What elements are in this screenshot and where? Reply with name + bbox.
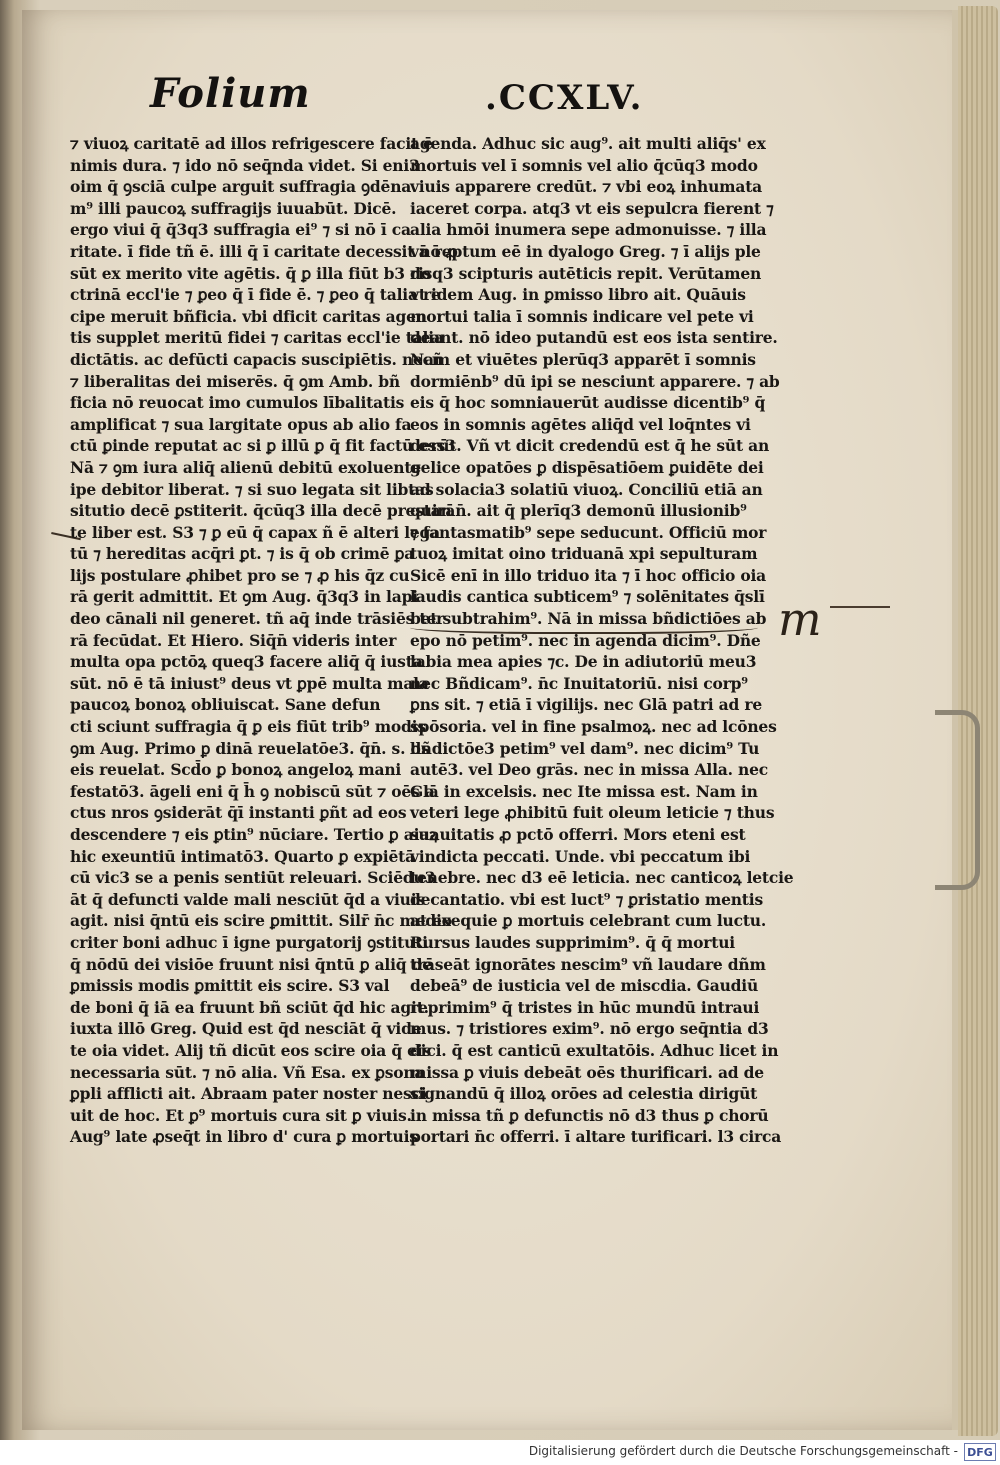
text-line: mortuis vel ī somnis vel alio q̄cūq3 modo [410, 155, 758, 175]
running-head [0, 70, 1000, 130]
text-line: ctū ꝑinde reputat ac si ꝑ illū ꝑ q̄ fit factū ess3 [70, 436, 456, 456]
text-line: gelice opatōes ꝑ dispēsatiōem ꝑuidēte dei [410, 457, 764, 477]
text-line: necessaria sūt. ⁊ nō alia. Vñ Esa. ex ꝑsona [70, 1062, 425, 1082]
text-line: labia mea apies ⁊c. De in adiutoriū meu3 [410, 652, 757, 672]
text-line: Nā ⁊ ꝯm iura aliq̄ alienū debitū exoluente [70, 457, 421, 477]
text-line: amplificat ⁊ sua largitate opus ab alio fa [70, 414, 412, 434]
text-line: ꝯm Aug. Primo ꝑ dinā reuelatōe3. q̄n̄. s. ds [70, 738, 430, 758]
text-line: oim q̄ ꝯsciā culpe arguit suffragia ꝯdēna [70, 177, 412, 197]
text-line: dormiēnb⁹ dū ipi se nesciunt apparere. ⁊ ab [410, 371, 780, 391]
text-line: festatō3. āgeli eni q̄ h̄ ꝯ nobiscū sūt ⁊ oēs a [70, 781, 435, 801]
text-line: tis supplet meritū fidei ⁊ caritas eccl'ie talia [70, 328, 444, 348]
right-text-column [410, 133, 794, 1148]
text-line: laudis cantica subticem⁹ ⁊ solēnitates q̄slī [410, 587, 765, 607]
text-line: rā fecūdat. Et Hiero. Siq̄n̄ videris inter [70, 630, 397, 650]
text-line: missa ꝑ viuis debeāt oēs thurificari. ad de [410, 1062, 764, 1082]
text-line: ficia nō reuocat imo cumulos lībalitatis [70, 393, 405, 413]
text-line: epo nō petim⁹. nec in agenda dicim⁹. Dñe [410, 630, 761, 650]
text-line: eis q̄ hoc somniauerūt audisse dicentib⁹ q̄ [410, 393, 766, 413]
text-line: decantatio. vbi est luct⁹ ⁊ ꝑristatio mentis [410, 889, 763, 909]
text-line: vt idem Aug. in ꝑmisso libro ait. Quāuis [410, 285, 746, 305]
text-line: ad solacia3 solatiū viuoꝝ. Conciliū etiā an [410, 479, 763, 499]
text-line: ⁊ liberalitas dei miserēs. q̄ ꝯm Amb. bñ [70, 371, 400, 391]
text-line: signandū q̄ illoꝝ orōes ad celestia dirigūt [410, 1084, 758, 1104]
text-line: agenda. Adhuc sic aug⁹. ait multi aliq̄s' ex [410, 134, 766, 153]
text-line: viuis apparere credūt. ⁊ vbi eoꝝ inhumata [410, 177, 763, 197]
marginal-annotation: m [778, 592, 822, 646]
text-line: dictātis. ac defūcti capacis suscipiētis. necñ [70, 349, 443, 369]
text-line: risq3 scipturis autēticis repit. Verūtamen [410, 263, 762, 283]
text-line: veteri lege ꝓhibitū fuit oleum leticie ⁊ thus [410, 803, 775, 823]
text-line: mus. ⁊ tristiores exim⁹. nō ergo seq̄ntia d3 [410, 1019, 769, 1039]
text-line: āt q̄ defuncti valde mali nesciūt q̄d a viuis [70, 889, 425, 909]
text-line: ⁊ viuoꝝ caritatē ad illos refrigescere facit ē [70, 134, 433, 153]
text-line: lijs postulare ꝓhibet pro se ⁊ ꝓ his q̄z cu [70, 565, 410, 585]
text-line: ꝑmissis modis ꝑmittit eis scire. S3 val [70, 976, 390, 996]
text-line: situtio decē ꝑstiterit. q̄cūq3 illa decē prestan [70, 501, 452, 521]
text-line: criter boni adhuc ī igne purgatorij ꝯstituti [70, 932, 428, 952]
text-line: rā gerit admittit. Et ꝯm Aug. q̄3q3 in lapi [70, 587, 418, 607]
text-line: tuoꝝ imitat oino triduanā xpi sepulturam [410, 544, 758, 564]
text-line: nec Bñdicam⁹. n̄c Inuitatoriū. nisi corp⁹ [410, 673, 748, 693]
text-line: nimis dura. ⁊ ido nō seq̄nda videt. Si eni3 [70, 155, 420, 175]
handwritten-underline [410, 618, 758, 634]
text-line: uit de hoc. Et ꝑ⁹ mortuis cura sit ꝑ viuis. [70, 1105, 412, 1125]
text-line: trāseāt ignorātes nescim⁹ vñ laudare dñm [410, 954, 766, 974]
text-line: autē3. vel Deo grās. nec in missa Alla. nec [410, 760, 768, 780]
text-line: derūt. Vñ vt dicit credendū est q̄ he sūt an [410, 436, 770, 456]
text-line: agit. nisi q̄ntū eis scire ꝑmittit. Silr̄ n̄c medio [70, 911, 452, 931]
text-line: spōsoria. vel in fine psalmoꝝ. nec ad lcōnes [410, 717, 777, 737]
text-line: mortui talia ī somnis indicare vel pete vi [410, 306, 754, 326]
text-line: iuxta illō Greg. Quid est q̄d nesciāt q̄ vide [70, 1019, 422, 1039]
text-line: deo cānali nil generet. tñ aq̄ inde trāsiēs ter [70, 609, 444, 629]
text-line: m⁹ illi paucoꝝ suffragijs iuuabūt. Dicē. [70, 198, 397, 218]
text-line: sūt. nō ē tā iniust⁹ deus vt ꝑpē multa mala [70, 673, 429, 693]
text-line: hic exeuntiū intimatō3. Quarto ꝑ expiētā [70, 846, 415, 866]
dfg-logo: DFG [964, 1443, 996, 1461]
text-line: vindicta peccati. Unde. vbi peccatum ibi [410, 846, 751, 866]
text-line: te oia videt. Alij tñ dicūt eos scire oia q̄ eis [70, 1040, 432, 1060]
text-line: cū vic3 se a penis sentiūt releuari. Sciēdu3 [70, 868, 436, 888]
text-line: portari n̄c offerri. ī altare turificari. l3 circa [410, 1127, 782, 1147]
text-line: ritate. ī fide tñ ē. illi q̄ ī caritate decessit nō ꝓ [70, 241, 458, 261]
footer-bar [0, 1440, 1000, 1465]
text-line: debeā⁹ de iusticia vel de miscdia. Gaudiū [410, 976, 759, 996]
text-line: sūt ex merito vite agētis. q̄ ꝑ illa fiūt b3 do [70, 263, 431, 283]
text-line: ⁊ fantasmatib⁹ sepe seducunt. Officiū mor [410, 522, 767, 542]
text-line: tenebre. nec d3 eē leticia. nec canticoꝝ letcie [410, 868, 794, 888]
text-line: ctus nros ꝯsiderāt q̄ī instanti ꝑñt ad eos [70, 803, 407, 823]
folio-number: .CCXLV. [485, 78, 644, 118]
text-line: dici. q̄ est canticū exultatōis. Adhuc licet in [410, 1040, 779, 1060]
text-line: reprimim⁹ q̄ tristes in hūc mundū intraui [410, 997, 760, 1017]
text-line: Sicē enī in illo triduo ita ⁊ ī hoc officio oia [410, 565, 767, 585]
text-line: eis reuelat. Scd̄o ꝑ bonoꝝ angeloꝝ mani [70, 760, 402, 780]
text-line: in missa tñ ꝑ defunctis nō d3 thus ꝑ chorū [410, 1105, 769, 1125]
text-line: Glā in excelsis. nec Ite missa est. Nam in [410, 781, 758, 801]
text-line: cti sciunt suffragia q̄ ꝑ eis fiūt trib⁹ modis [70, 717, 426, 737]
text-line: q̄ nōdū dei visiōe fruunt nisi q̄ntū ꝑ aliq̄ de [70, 954, 432, 974]
text-line: paucoꝝ bonoꝝ obliuiscat. Sane defun [70, 695, 381, 715]
text-line: deant. nō ideo putandū est eos ista sentire. [410, 328, 778, 348]
text-line: multa opa pctōꝝ queq3 facere aliq̄ q̄ iusta [70, 652, 423, 672]
text-line: Nam et viuētes plerūq3 apparēt ī somnis [410, 349, 756, 369]
text-line: eos in somnis agētes aliq̄d vel loq̄ntes vi [410, 414, 751, 434]
text-line: Rursus laudes supprimim⁹. q̄ q̄ mortui [410, 932, 735, 952]
left-text-column [70, 133, 458, 1148]
page-clip [935, 710, 980, 890]
text-line: vā reptum eē in dyalogo Greg. ⁊ ī alijs ple [410, 241, 761, 261]
text-line: Aug⁹ late ꝓseq̄t in libro d' cura ꝑ mortuis [70, 1127, 418, 1147]
text-line: iaceret corpa. atq3 vt eis sepulcra fierent ⁊ [410, 198, 774, 218]
text-line: tū ⁊ hereditas acq̄ri ꝑt. ⁊ is q̄ ob crimē ꝑa [70, 544, 415, 564]
text-line: suauitatis ꝓ pctō offerri. Mors eteni est [410, 825, 746, 844]
text-line: at exequie ꝑ mortuis celebrant cum luctu. [410, 911, 767, 931]
marginal-annotation-stroke [830, 606, 890, 608]
text-line: de boni q̄ iā ea fruunt bñ sciūt q̄d hic agit. [70, 997, 429, 1017]
text-line: cipe meruit bñficia. vbi dficit caritas agen [70, 306, 427, 326]
text-line: ꝑpli afflicti ait. Abraam pater noster nesci [70, 1084, 427, 1104]
text-line: ergo viui q̄ q̄3q3 suffragia ei⁹ ⁊ si nō ī ca [70, 220, 411, 240]
text-line: alia hmōi inumera sepe admonuisse. ⁊ illa [410, 220, 767, 240]
text-line: ctrinā eccl'ie ⁊ ꝑeo q̄ ī fide ē. ⁊ ꝑeo q̄ talia re [70, 285, 441, 305]
folium-heading: Folium [150, 70, 311, 117]
text-line: bet subtrahim⁹. Nā in missa bñdictiōes ab [410, 609, 767, 629]
text-line: ipe debitor liberat. ⁊ si suo legata sit libtas [70, 479, 434, 499]
funding-credit: Digitalisierung gefördert durch die Deutsche Forschungsgemeinschaft - [528, 1444, 958, 1458]
text-line: descendere ⁊ eis ꝑtin⁹ nūciare. Tertio ꝑ aiaꝝ [70, 825, 438, 844]
text-line: ꝑns sit. ⁊ etiā ī vigilijs. nec Glā patri ad re [410, 695, 762, 715]
text-line: te liber est. S3 ⁊ ꝑ eū q̄ capax ñ ē alteri lega [70, 522, 441, 542]
text-line: quirān̄. ait q̄ plerīq3 demonū illusionib⁹ [410, 501, 747, 521]
text-line: bñdictōe3 petim⁹ vel dam⁹. nec dicim⁹ Tu [410, 738, 760, 758]
